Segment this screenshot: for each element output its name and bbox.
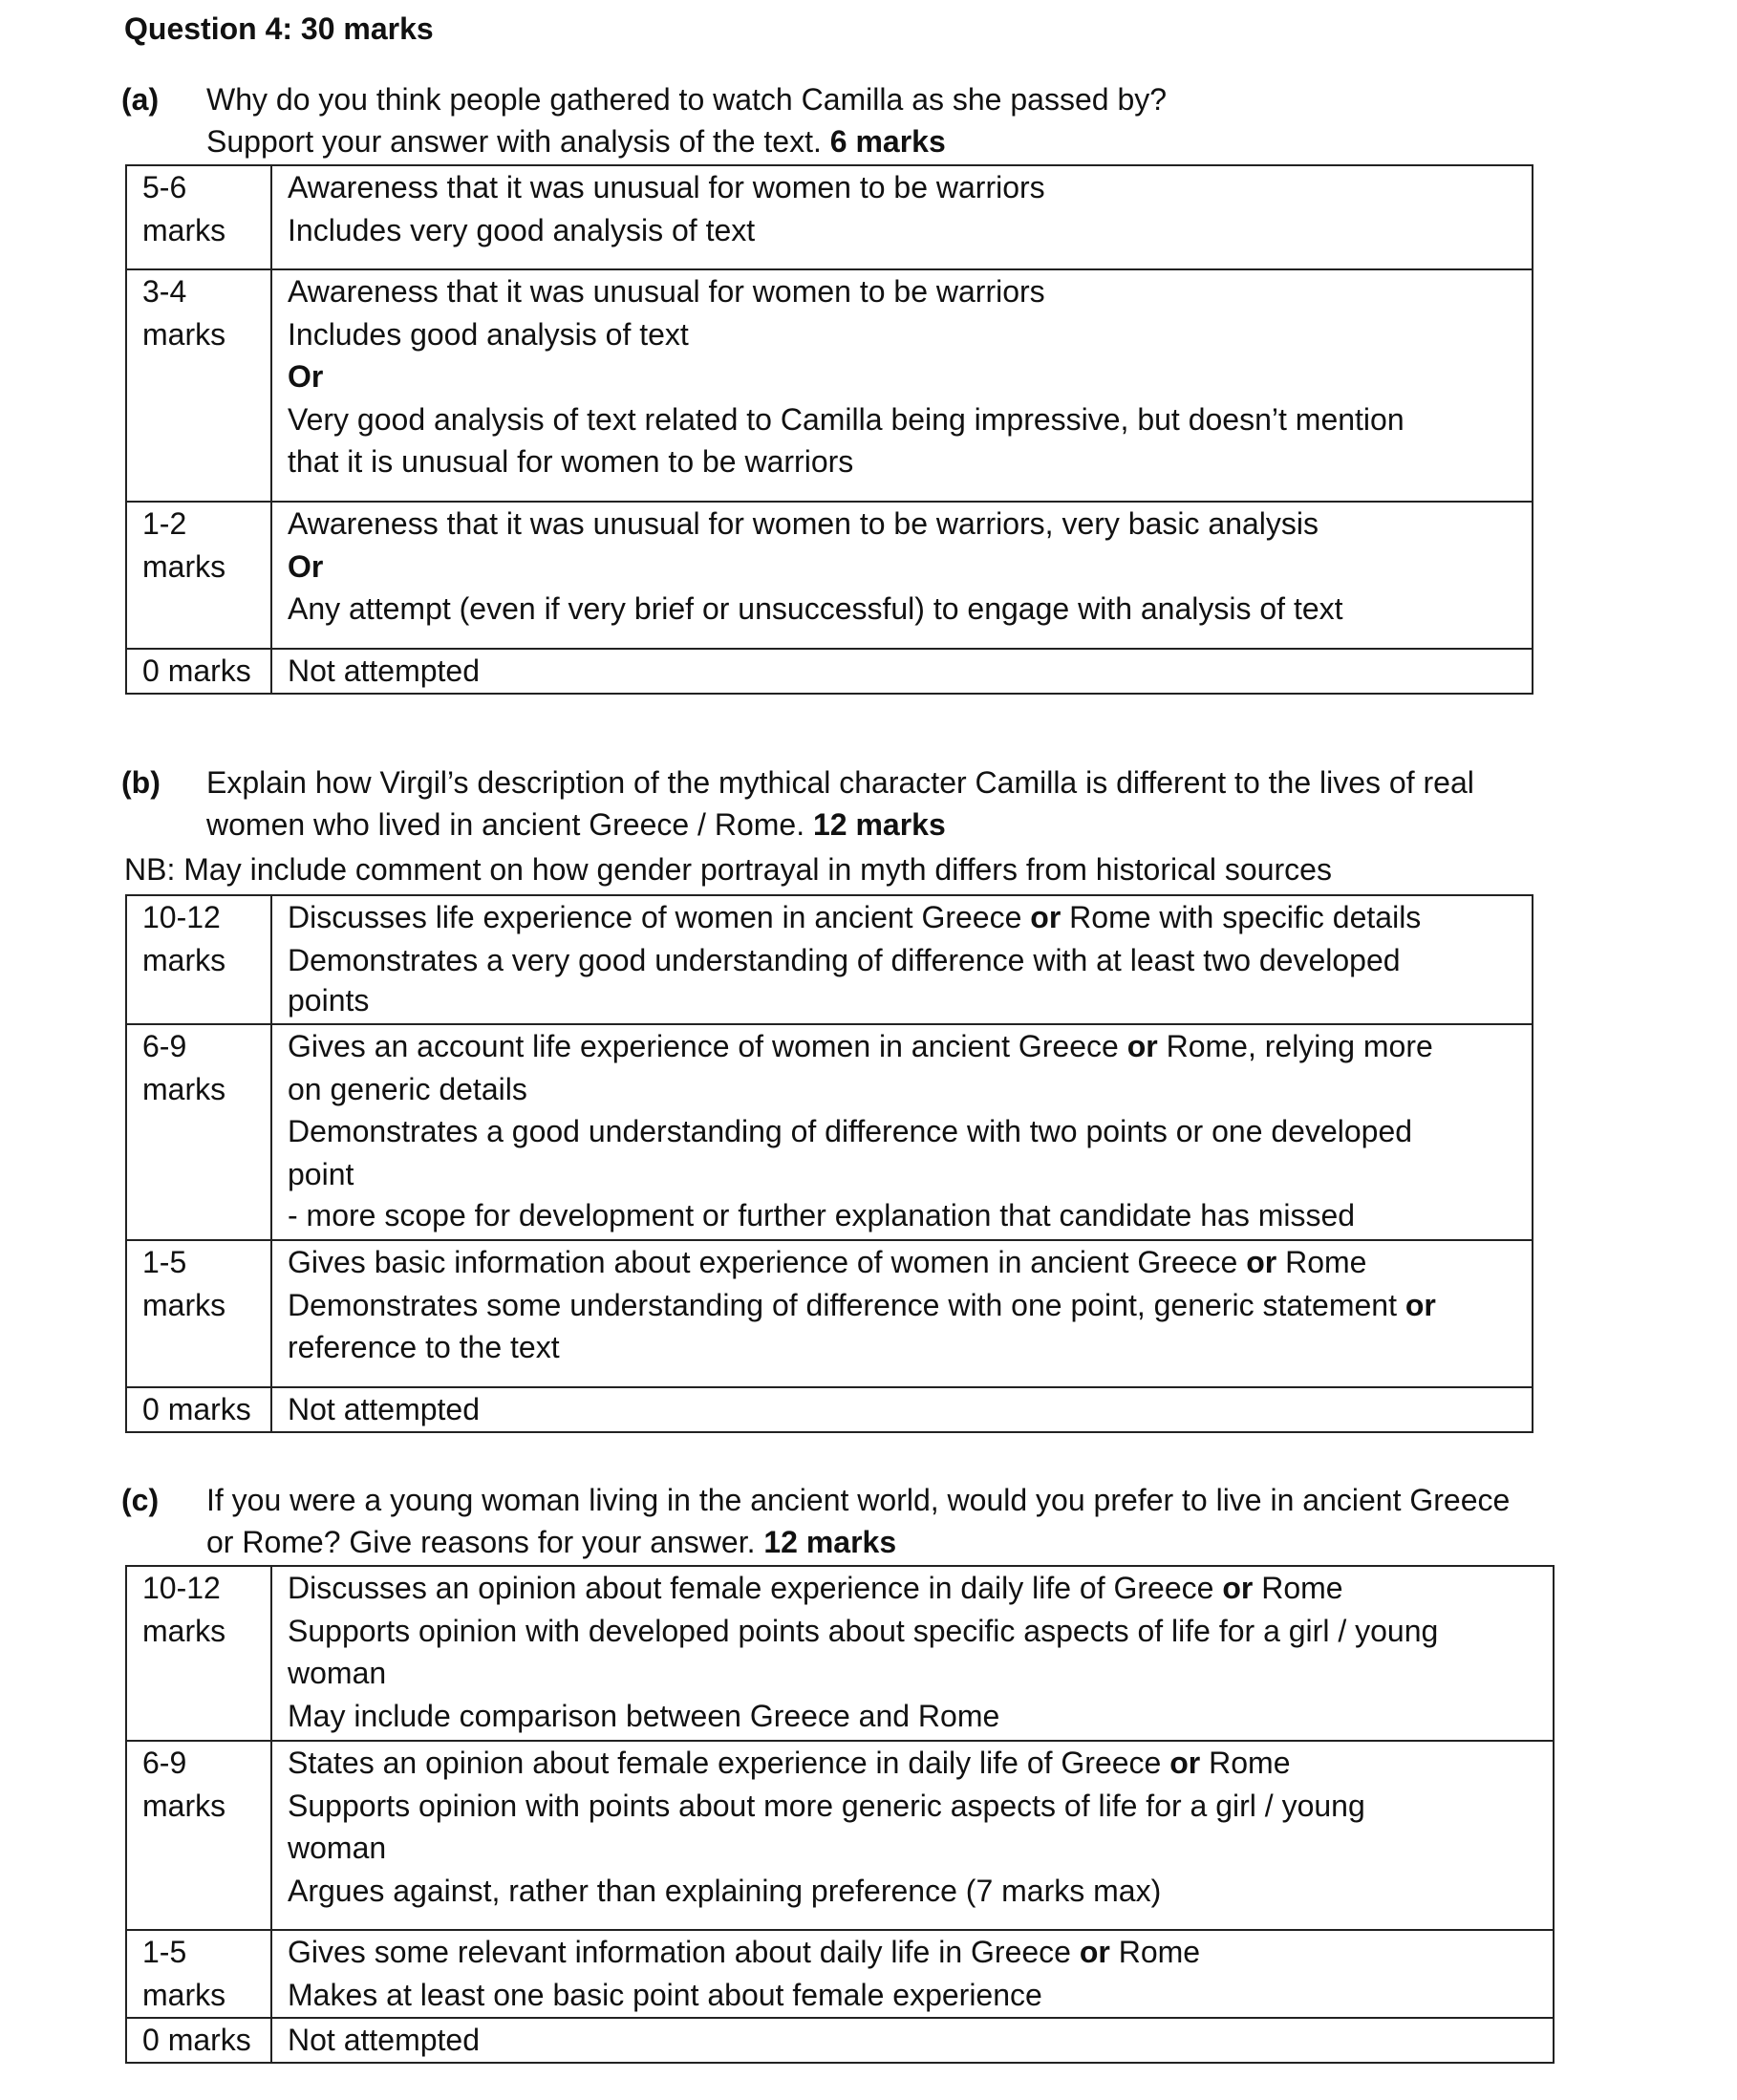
descriptor-text: Gives an account life experience of women in ancient Greece (288, 1029, 1127, 1063)
descriptor-line (288, 1931, 1545, 1974)
descriptor-line: - more scope for development or further explanation that candidate has missed (288, 1197, 1356, 1232)
band-range: 5-6 (142, 170, 187, 204)
descriptor-cell (271, 2018, 1554, 2063)
descriptor-text: Rome (1200, 1746, 1291, 1780)
or-connector: or (1405, 1287, 1436, 1322)
descriptor-cell (271, 1387, 1533, 1432)
part-c-prompt-text: or Rome? Give reasons for your answer. (206, 1525, 756, 1559)
descriptor-line: Not attempted (288, 2023, 480, 2057)
or-connector: or (1246, 1245, 1277, 1279)
band-cell (126, 1024, 271, 1240)
descriptor-cell (271, 1240, 1533, 1387)
part-b-prompt-line2 (206, 804, 946, 846)
band-cell (126, 1240, 271, 1387)
band-cell (126, 895, 271, 1024)
descriptor-text: Rome with specific details (1061, 900, 1422, 934)
band-cell (126, 1387, 271, 1432)
band-range: 3-4 (142, 274, 187, 309)
part-a-prompt-line1: Why do you think people gathered to watch Camilla as she passed by? (206, 82, 1168, 117)
or-connector: or (1222, 1571, 1254, 1605)
descriptor-line: Not attempted (288, 1392, 480, 1426)
band-cell (126, 502, 271, 649)
descriptor-cell (271, 502, 1533, 649)
band-cell (126, 649, 271, 694)
descriptor-line: Not attempted (288, 654, 480, 688)
part-a-label: (a) (121, 82, 160, 117)
descriptor-text: Gives some relevant information about daily life in Greece (288, 1935, 1080, 1969)
band-unit: marks (142, 316, 226, 352)
descriptor-text: Rome (1276, 1245, 1367, 1279)
band-range: 1-5 (142, 1245, 187, 1279)
descriptor-line: Demonstrates a good understanding of difference with two points or one developed (288, 1114, 1413, 1148)
descriptor-line: Awareness that it was unusual for women to be warriors (288, 274, 1045, 309)
part-a-marks: 6 marks (829, 124, 946, 159)
descriptor-cell (271, 1566, 1554, 1741)
descriptor-cell (271, 165, 1533, 269)
descriptor-line: May include comparison between Greece and Rome (288, 1698, 1000, 1733)
descriptor-line: Supports opinion with points about more generic aspects of life for a girl / young (288, 1788, 1365, 1823)
descriptor-line (288, 1567, 1545, 1610)
descriptor-line (288, 896, 1524, 939)
band-range: 1-5 (142, 1935, 187, 1969)
descriptor-text: Gives basic information about experience of women in ancient Greece (288, 1245, 1247, 1279)
band-cell (126, 165, 271, 269)
part-b-note: NB: May include comment on how gender portrayal in myth differs from historical sources (124, 852, 1332, 887)
table-row (126, 502, 1533, 649)
descriptor-text: Rome (1253, 1571, 1343, 1605)
band-cell (126, 1741, 271, 1930)
table-row (126, 1024, 1533, 1240)
descriptor-line: Argues against, rather than explaining preference (7 marks max) (288, 1873, 1162, 1908)
band-range: 10-12 (142, 900, 221, 934)
descriptor-line: Supports opinion with developed points about specific aspects of life for a girl / young (288, 1613, 1439, 1648)
descriptor-line: point (288, 1156, 354, 1191)
descriptor-cell (271, 1024, 1533, 1240)
part-a-prompt-text: Support your answer with analysis of the text. (206, 124, 822, 159)
descriptor-text: Discusses an opinion about female experience in daily life of Greece (288, 1571, 1223, 1605)
table-row (126, 649, 1533, 694)
band-unit: marks (142, 212, 226, 247)
part-c-rubric-table (125, 1565, 1555, 2064)
descriptor-line: that it is unusual for women to be warriors (288, 444, 854, 479)
part-a-rubric-table (125, 164, 1533, 695)
table-row (126, 1566, 1554, 1741)
band-range: 0 marks (142, 654, 251, 688)
part-b-label: (b) (121, 765, 161, 800)
descriptor-line: woman (288, 1831, 387, 1865)
descriptor-line: reference to the text (288, 1330, 560, 1364)
descriptor-line (288, 1284, 1524, 1327)
table-row (126, 1240, 1533, 1387)
band-range: 10-12 (142, 1571, 221, 1605)
band-cell (126, 2018, 271, 2063)
descriptor-line: Demonstrates a very good understanding of difference with at least two developed (288, 942, 1401, 977)
part-c-label: (c) (121, 1483, 160, 1517)
or-connector: or (1169, 1746, 1201, 1780)
band-range: 0 marks (142, 1392, 251, 1426)
band-unit: marks (142, 1977, 226, 2012)
band-range: 1-2 (142, 506, 187, 541)
band-unit: marks (142, 1613, 226, 1648)
part-c-prompt-line2 (206, 1521, 896, 1564)
band-unit: marks (142, 1788, 226, 1823)
part-b-prompt-line1: Explain how Virgil’s description of the mythical character Camilla is different to the lives of real (206, 765, 1474, 800)
band-range: 6-9 (142, 1029, 187, 1063)
descriptor-line: Very good analysis of text related to Camilla being impressive, but doesn’t mention (288, 401, 1405, 437)
or-connector: or (1079, 1935, 1110, 1969)
descriptor-line (288, 1742, 1545, 1785)
page-title: Question 4: 30 marks (124, 11, 434, 46)
table-row (126, 165, 1533, 269)
band-unit: marks (142, 548, 226, 584)
descriptor-text: Discusses life experience of women in ancient Greece (288, 900, 1031, 934)
table-row (126, 1741, 1554, 1930)
descriptor-line: Makes at least one basic point about female experience (288, 1977, 1042, 2012)
descriptor-cell (271, 1930, 1554, 2018)
descriptor-line: on generic details (288, 1071, 527, 1106)
band-unit: marks (142, 1287, 226, 1322)
descriptor-cell (271, 1741, 1554, 1930)
descriptor-cell (271, 649, 1533, 694)
descriptor-line: Any attempt (even if very brief or unsuccessful) to engage with analysis of text (288, 591, 1343, 626)
descriptor-line: woman (288, 1656, 387, 1690)
descriptor-line (288, 1025, 1524, 1068)
table-row (126, 269, 1533, 502)
table-row (126, 2018, 1554, 2063)
table-row (126, 1930, 1554, 2018)
band-cell (126, 269, 271, 502)
band-range: 6-9 (142, 1746, 187, 1780)
descriptor-cell (271, 895, 1533, 1024)
part-c-prompt-line1: If you were a young woman living in the ancient world, would you prefer to live in ancient Greece (206, 1483, 1511, 1517)
or-connector: or (1126, 1029, 1158, 1063)
or-connector: Or (288, 359, 324, 394)
band-unit: marks (142, 1071, 226, 1106)
part-b-marks: 12 marks (812, 807, 946, 842)
band-unit: marks (142, 942, 226, 977)
table-row (126, 1387, 1533, 1432)
descriptor-line: Includes good analysis of text (288, 316, 689, 352)
descriptor-line: Includes very good analysis of text (288, 212, 756, 247)
or-connector: or (1030, 900, 1062, 934)
descriptor-text: Rome, relying more (1157, 1029, 1433, 1063)
descriptor-line: Awareness that it was unusual for women to be warriors, very basic analysis (288, 506, 1319, 541)
descriptor-cell (271, 269, 1533, 502)
descriptor-line: points (288, 983, 370, 1018)
descriptor-line: Awareness that it was unusual for women to be warriors (288, 170, 1045, 204)
part-a-prompt-line2 (206, 120, 946, 163)
band-cell (126, 1930, 271, 2018)
descriptor-text: States an opinion about female experience in daily life of Greece (288, 1746, 1170, 1780)
part-c-marks: 12 marks (763, 1525, 897, 1559)
descriptor-line (288, 1241, 1524, 1284)
or-connector: Or (288, 548, 324, 584)
table-row (126, 895, 1533, 1024)
part-b-rubric-table (125, 894, 1533, 1433)
part-b-prompt-text: women who lived in ancient Greece / Rome. (206, 807, 805, 842)
band-cell (126, 1566, 271, 1741)
descriptor-text: Rome (1109, 1935, 1201, 1969)
descriptor-text: Demonstrates some understanding of difference with one point, generic statement (288, 1287, 1405, 1322)
band-range: 0 marks (142, 2023, 251, 2057)
